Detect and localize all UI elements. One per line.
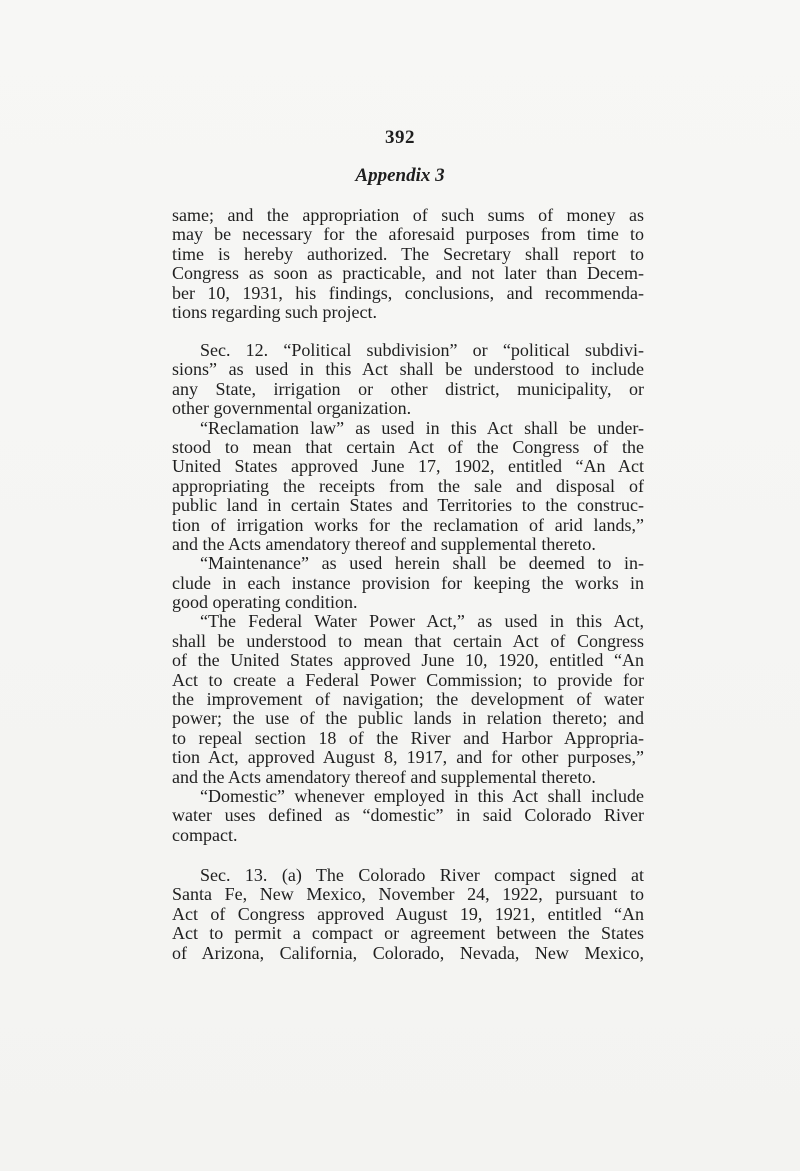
text-line: Sec. 12. “Political subdivision” or “political subdivi-	[200, 340, 644, 360]
text-line: shall be understood to mean that certain Act of Congress	[172, 630, 644, 651]
paragraph-block-1	[172, 206, 644, 322]
text-line: Act to permit a compact or agreement between the States	[172, 923, 644, 944]
running-head: Appendix 3	[355, 165, 445, 186]
text-line: same; and the appropriation of such sums of money as	[172, 205, 644, 225]
text-line: tion Act, approved August 8, 1917, and for other purposes,”	[172, 747, 644, 768]
text-line: sions” as used in this Act shall be understood to include	[172, 359, 644, 380]
text-line: ber 10, 1931, his findings, conclusions, and recommenda-	[172, 282, 644, 303]
text-line: the improvement of navigation; the development of water	[172, 689, 644, 710]
text-line: Act to create a Federal Power Commission; to provide for	[172, 669, 644, 690]
text-line: stood to mean that certain Act of the Congress of the	[172, 436, 644, 457]
paragraph-block-2	[172, 341, 644, 845]
text-line: to repeal section 18 of the River and Harbor Appropria-	[172, 727, 644, 748]
text-line: “Maintenance” as used herein shall be deemed to in-	[200, 553, 644, 574]
text-line: good operating condition.	[172, 592, 358, 613]
page-number: 392	[385, 127, 415, 148]
text-line: public land in certain States and Territories to the construc-	[172, 495, 644, 516]
text-line: and the Acts amendatory thereof and supplemental thereto.	[172, 533, 596, 554]
text-line: tions regarding such project.	[172, 301, 377, 322]
text-line: Santa Fe, New Mexico, November 24, 1922, pursuant to	[172, 884, 644, 905]
text-line: clude in each instance provision for keeping the works in	[172, 572, 644, 593]
text-line: of Arizona, California, Colorado, Nevada, New Mexico,	[172, 942, 644, 963]
text-line: “The Federal Water Power Act,” as used in this Act,	[200, 611, 644, 632]
text-line: United States approved June 17, 1902, entitled “An Act	[172, 456, 644, 477]
text-line: compact.	[172, 824, 238, 845]
text-line: “Domestic” whenever employed in this Act shall include	[200, 785, 644, 806]
text-line: power; the use of the public lands in relation thereto; and	[172, 708, 644, 729]
text-line: appropriating the receipts from the sale and disposal of	[172, 475, 644, 496]
paragraph-block-3	[172, 866, 644, 963]
text-line: tion of irrigation works for the reclamation of arid lands,”	[172, 514, 644, 535]
text-line: of the United States approved June 10, 1920, entitled “An	[172, 650, 644, 671]
text-line: water uses defined as “domestic” in said Colorado River	[172, 805, 644, 826]
text-line: and the Acts amendatory thereof and supplemental thereto.	[172, 766, 596, 787]
text-line: may be necessary for the aforesaid purposes from time to	[172, 224, 644, 245]
text-line: other governmental organization.	[172, 398, 412, 419]
text-line: Congress as soon as practicable, and not later than Decem-	[172, 263, 644, 284]
text-line: Act of Congress approved August 19, 1921, entitled “An	[172, 903, 644, 924]
text-line: “Reclamation law” as used in this Act shall be under-	[200, 417, 644, 438]
text-line: time is hereby authorized. The Secretary shall report to	[172, 243, 644, 264]
text-line: Sec. 13. (a) The Colorado River compact signed at	[200, 865, 644, 885]
text-line: any State, irrigation or other district, municipality, or	[172, 378, 644, 399]
